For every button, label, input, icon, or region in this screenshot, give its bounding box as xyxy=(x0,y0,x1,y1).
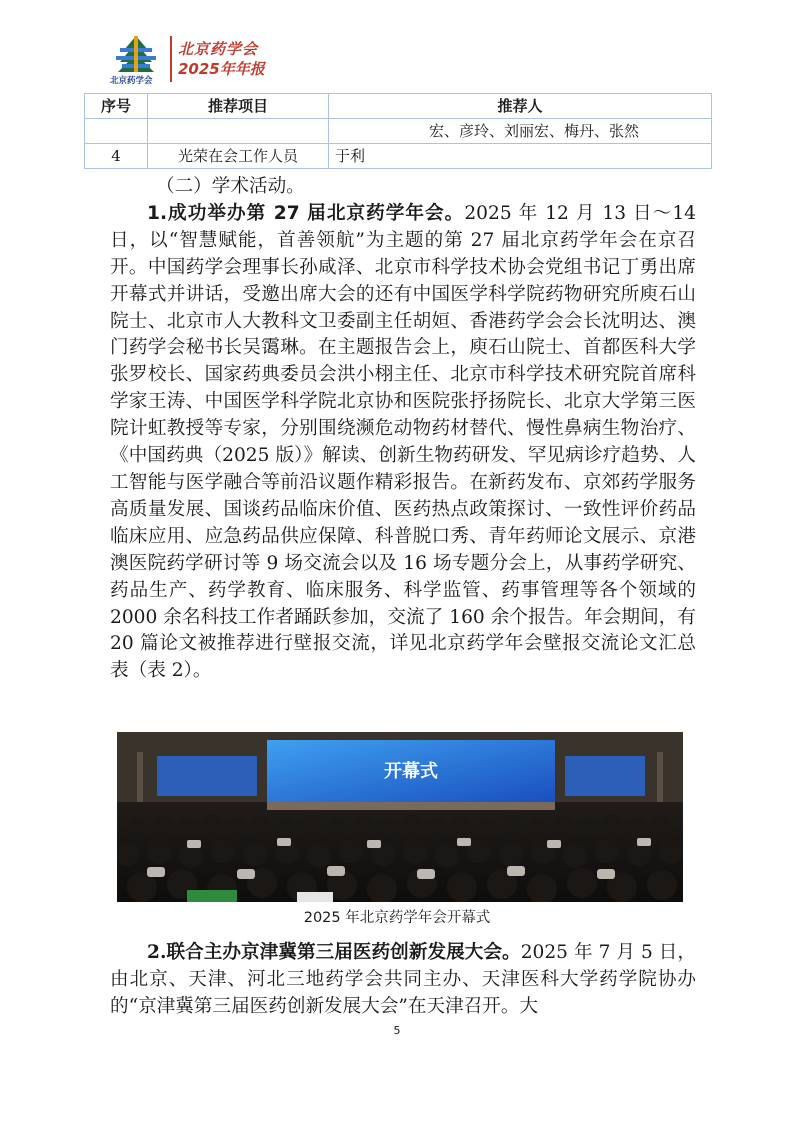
paragraph-innovation-conference xyxy=(110,940,696,1021)
recommendation-table xyxy=(84,93,712,169)
table-header-row xyxy=(85,94,712,119)
column-header: 序号 xyxy=(85,94,148,119)
column-header: 推荐人 xyxy=(329,94,712,119)
column-header: 推荐项目 xyxy=(148,94,329,119)
table-row xyxy=(85,144,712,169)
main-text xyxy=(110,174,696,685)
table-cell: 光荣在会工作人员 xyxy=(148,144,329,169)
table-cell: 4 xyxy=(85,144,148,169)
table-cell: 宏、彦玲、刘丽宏、梅丹、张然 xyxy=(329,119,712,144)
main-text-continued xyxy=(110,940,696,1021)
opening-ceremony-photo xyxy=(117,732,683,902)
paragraph-lead: 2.联合主办京津冀第三届医药创新发展大会。 xyxy=(147,942,521,963)
screen-title: 开幕式 xyxy=(384,761,438,782)
header-title: 北京药学会 xyxy=(178,40,259,58)
section-heading: （二）学术活动。 xyxy=(156,176,305,197)
header-subtitle: 2025年年报 xyxy=(178,60,265,78)
paragraph-lead: 1.成功举办第 27 届北京药学年会。 xyxy=(147,202,465,224)
page-number: 5 xyxy=(393,1024,401,1037)
photo-caption: 2025 年北京药学年会开幕式 xyxy=(303,910,491,926)
header-divider xyxy=(170,36,172,82)
paragraph-text: 2025 年 7 月 5 日，由北京、天津、河北三地药学会共同主办、天津医科大学药学院协办的“京津冀第三届医药创新发展大会”在天津召开。大 xyxy=(110,942,696,1017)
table-cell xyxy=(148,119,329,144)
paragraph-annual-meeting xyxy=(110,201,696,685)
table-cell xyxy=(85,119,148,144)
table-row xyxy=(85,119,712,144)
paragraph-text: 2025 年 12 月 13 日～14 日，以“智慧赋能，首善领航”为主题的第 27 届北京药学年会在京召开。中国药学会理事长孙咸泽、北京市科学技术协会党组书记丁勇出席开幕式并讲话，受邀出席大会的还有中国医学科学院药物研究所庾石山院士、北京市人大教科文卫委副主任胡姮、香港药学会会长沈明达、澳门药学会秘书长吴霭琳。在主题报告会上，庾石山院士、首都医科大学张罗校长、国家药典委员会洪小栩主任、北京市科学技术研究院首席科学家王涛、中国医学科学院北京协和医院张抒扬院长、北京大学第三医院计虹教授等专家，分别围绕濒危动物药材替代、慢性鼻病生物治疗、《中国药典（2025 版）》解读、创新生物药研发、罕见病诊疗趋势、人工智能与医学融合等前沿议题作精彩报告。在新药发布、京郊药学服务高质量发展、国谈药品临床价值、医药热点政策探讨、一致性评价药品临床应用、应急药品供应保障、科普脱口秀、青年药师论文展示、京港澳医院药学研讨等 9 场交流会以及 16 场专题分会上，从事药学研究、药品生产、药学教育、临床服务、科学监管、药事管理等各个领域的 2000 余名科技工作者踊跃参加，交流了 160 余个报告。年会期间，有 20 篇论文被推荐进行壁报交流，详见北京药学年会壁报交流论文汇总表（表 2）。 xyxy=(110,202,696,682)
table-cell: 于利 xyxy=(329,144,712,169)
conference-hall-image xyxy=(117,732,683,902)
logo-caption: 北京药学会 xyxy=(110,76,153,86)
page-header xyxy=(110,34,410,86)
